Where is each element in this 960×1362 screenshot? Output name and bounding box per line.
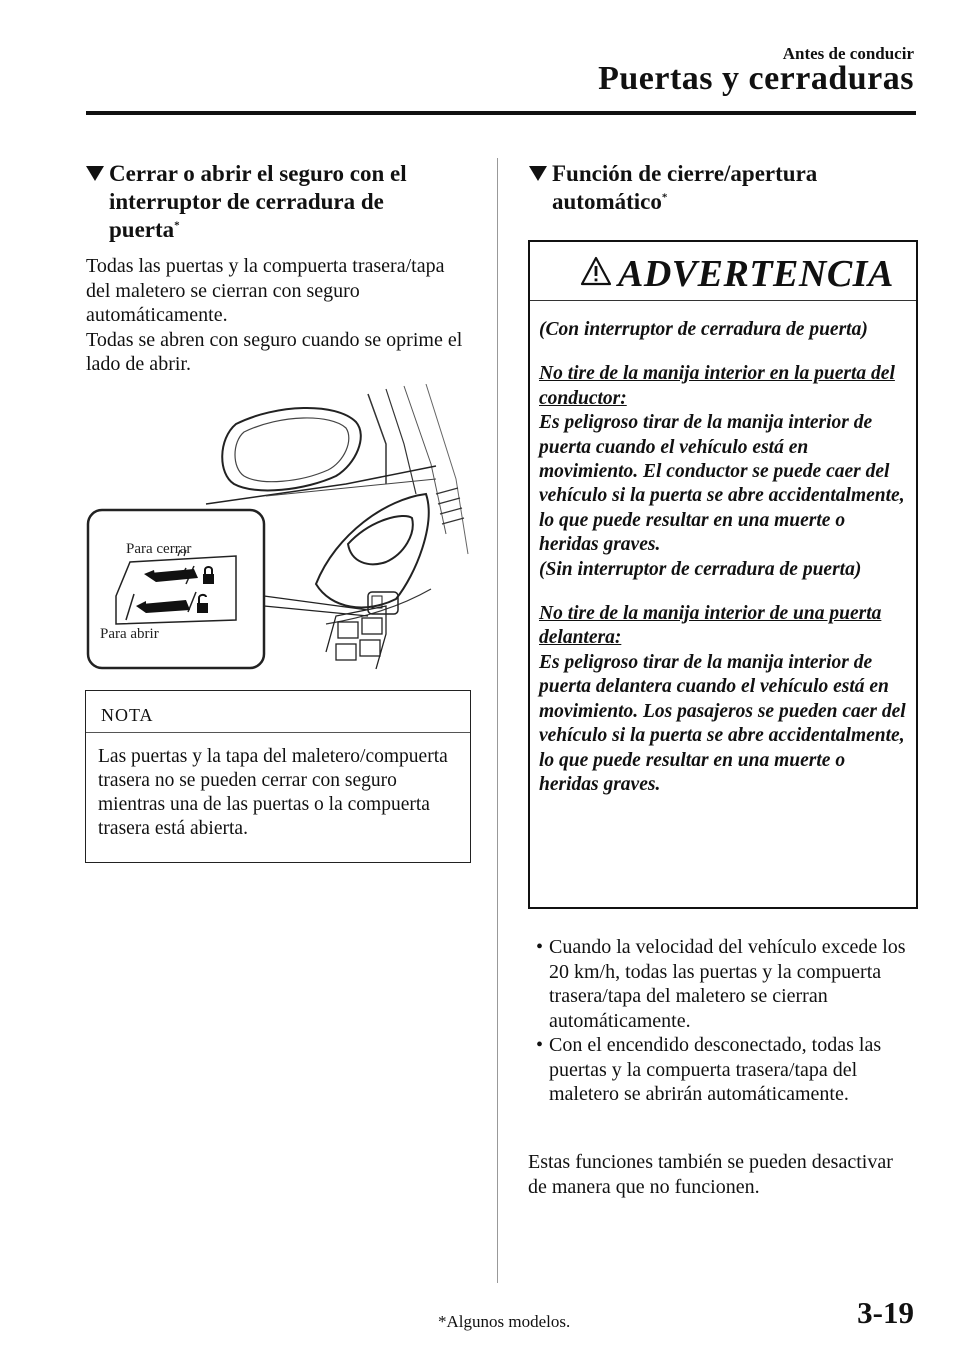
note-box <box>85 690 471 863</box>
warning-header <box>530 242 916 300</box>
bullet-marker: • <box>536 936 544 958</box>
door-switch-figure <box>86 384 470 674</box>
left-paragraph: Todas las puertas y la compuerta trasera/tapa del maletero se cierran con seguro automáticamente. Todas se abren con seguro cuando se oprime el lado de abrir. <box>86 255 463 375</box>
triangle-marker-icon <box>529 166 547 181</box>
chapter-label: Antes de conducir <box>782 44 914 63</box>
note-text: Las puertas y la tapa del maletero/compuerta trasera no se pueden cerrar con seguro mientras una de las puertas o la compuerta trasera está abierta. <box>98 746 448 839</box>
mirror-outline <box>222 408 361 490</box>
bullet-text: Con el encendido desconectado, todas las puertas y la compuerta trasera/tapa del maletero se abrirán automáticamente. <box>549 1034 882 1105</box>
warning-triangle-icon <box>580 256 612 286</box>
left-heading-mark: * <box>174 219 180 232</box>
page-number: 3-19 <box>857 1295 914 1330</box>
door-handle <box>348 516 413 564</box>
page-title: Puertas y cerraduras <box>598 60 914 97</box>
triangle-marker-icon <box>86 166 104 181</box>
left-section-heading <box>86 160 446 244</box>
warning-header-rule <box>530 300 916 301</box>
zoom-inset-frame <box>88 510 264 668</box>
warning-case-2: (Sin interruptor de cerradura de puerta) <box>539 558 862 580</box>
label-para-abrir: Para abrir <box>100 626 159 642</box>
note-divider <box>86 732 470 733</box>
warning-body <box>539 318 909 797</box>
bullet-marker: • <box>536 1034 544 1056</box>
lock-open-icon <box>197 603 208 613</box>
handle-recess <box>316 494 429 607</box>
right-section-heading <box>529 160 889 216</box>
warning-rule-2: No tire de la manija interior de una puerta delantera: <box>539 603 882 649</box>
column-divider <box>497 158 498 1283</box>
warning-title: ADVERTENCIA <box>618 253 894 295</box>
closing-paragraph: Estas funciones también se pueden desactivar de manera que no funcionen. <box>528 1151 893 1198</box>
left-heading-text: Cerrar o abrir el seguro con el interruptor de cerradura de puerta <box>109 161 407 242</box>
list-item <box>536 935 921 1033</box>
warning-case-1: (Con interruptor de cerradura de puerta) <box>539 319 868 340</box>
warning-rule-1: No tire de la manija interior en la puerta del conductor: <box>539 363 895 409</box>
header-rule <box>86 111 916 115</box>
bullet-list <box>536 935 921 1107</box>
warning-text-2: Es peligroso tirar de la manija interior de puerta delantera cuando el vehículo está en movimiento. Los pasajeros se pueden caer del vehículo si la puerta se abre accidentalmente, lo que puede resultar en una muerte o heridas graves. <box>539 651 906 795</box>
note-title: NOTA <box>101 705 154 725</box>
footnote: *Algunos modelos. <box>438 1312 571 1331</box>
list-item <box>536 1033 921 1107</box>
lock-closed-icon <box>203 574 214 584</box>
mirror-inner <box>235 418 349 482</box>
warning-text-1: Es peligroso tirar de la manija interior de puerta cuando el vehículo está en movimiento. El conductor se puede caer del vehículo si la puerta se abre accidentalmente, lo que puede resultar en una muerte o heridas graves. <box>539 412 905 556</box>
warning-box <box>528 240 918 909</box>
label-para-cerrar: Para cerrar <box>126 541 192 557</box>
right-heading-mark: * <box>661 191 668 204</box>
right-heading-text: Función de cierre/apertura automático <box>552 161 818 214</box>
bullet-text: Cuando la velocidad del vehículo excede los 20 km/h, todas las puertas y la compuerta trasera/tapa del maletero se cierran automáticamente. <box>549 936 906 1032</box>
